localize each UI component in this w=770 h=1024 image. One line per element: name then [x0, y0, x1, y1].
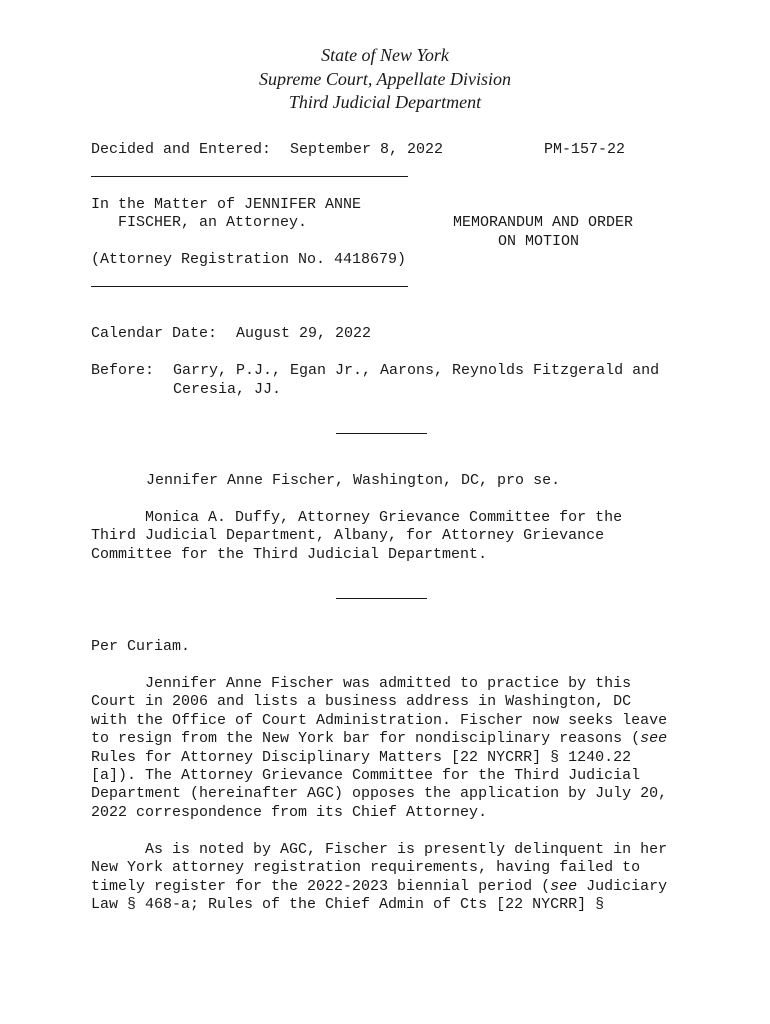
p1-line-7: Department (hereinafter AGC) opposes the application by July 20, [91, 785, 668, 803]
registration-number: (Attorney Registration No. 4418679) [91, 251, 407, 268]
motion-title-line-1: MEMORANDUM AND ORDER [453, 214, 634, 231]
p1-line-6: [a]). The Attorney Grievance Committee for the Third Judicial [91, 767, 641, 785]
caption-line-2: FISCHER, an Attorney. [91, 214, 308, 231]
caption-line-1: In the Matter of JENNIFER ANNE [91, 196, 362, 213]
header-department: Third Judicial Department [288, 92, 482, 112]
p1-line-2: Court in 2006 and lists a business address in Washington, DC [91, 693, 632, 711]
caption-rule-top [91, 176, 408, 177]
p2-line-4: Law § 468-a; Rules of the Chief Admin of Cts [22 NYCRR] § [91, 896, 605, 914]
decided-label: Decided and Entered: [91, 141, 272, 158]
court-header [0, 44, 770, 115]
p1-line-5: Rules for Attorney Disciplinary Matters [22 NYCRR] § 1240.22 [91, 748, 632, 766]
appearance-line-3: Committee for the Third Judicial Department. [91, 545, 488, 563]
p2-citation-signal: see [550, 877, 578, 895]
p2-line-3-tail: Judiciary [577, 877, 668, 895]
p2-line-3: timely register for the 2022-2023 biennial period ( [91, 877, 551, 895]
motion-title-line-2: ON MOTION [498, 233, 580, 250]
p2-line-1: As is noted by AGC, Fischer is presently delinquent in her [91, 841, 668, 858]
per-curiam-heading: Per Curiam. [91, 638, 191, 655]
appearance-line-2: Third Judicial Department, Albany, for Attorney Grievance [91, 527, 605, 545]
before-label: Before: [91, 362, 155, 379]
p2-line-2: New York attorney registration requirements, having failed to [91, 859, 641, 877]
opinion-paragraph-2 [91, 841, 681, 915]
appearance-respondent: Jennifer Anne Fischer, Washington, DC, pro se. [146, 472, 561, 489]
decided-date: September 8, 2022 [290, 141, 444, 158]
calendar-label: Calendar Date: [91, 325, 218, 342]
header-state: State of New York [321, 45, 449, 65]
appearance-petitioner [91, 509, 681, 564]
p1-line-4: to resign from the New York bar for nondisciplinary reasons ( [91, 730, 641, 748]
header-court: Supreme Court, Appellate Division [259, 68, 511, 89]
opinion-paragraph-1 [91, 675, 681, 822]
section-divider-1 [336, 433, 427, 434]
p1-line-8: 2022 correspondence from its Chief Attorney. [91, 803, 488, 821]
p1-line-3: with the Office of Court Administration. Fischer now seeks leave [91, 711, 668, 729]
appearance-line-1: Monica A. Duffy, Attorney Grievance Committee for the [91, 509, 623, 526]
p1-citation-signal: see [640, 730, 668, 748]
caption-rule-bottom [91, 286, 408, 287]
before-justices-line-1: Garry, P.J., Egan Jr., Aarons, Reynolds Fitzgerald and [173, 362, 660, 379]
section-divider-2 [336, 598, 427, 599]
before-justices-line-2: Ceresia, JJ. [173, 381, 282, 398]
docket-number: PM-157-22 [544, 141, 626, 158]
p1-line-1: Jennifer Anne Fischer was admitted to practice by this [91, 675, 632, 692]
calendar-date: August 29, 2022 [236, 325, 372, 342]
